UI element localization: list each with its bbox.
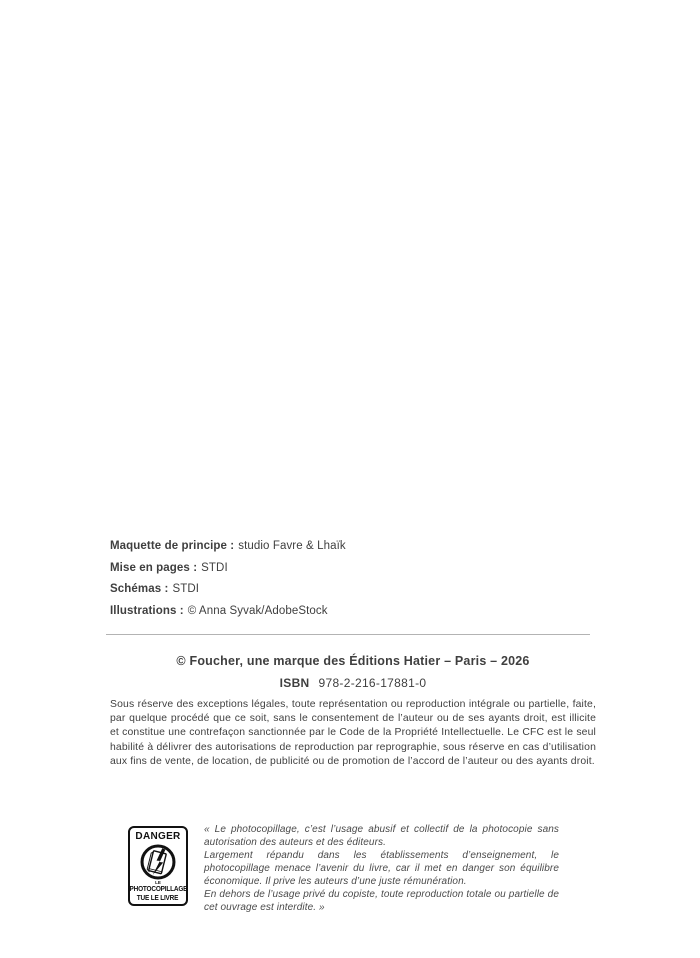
credit-mise-en-pages <box>110 563 346 575</box>
publisher-line: © Foucher, une marque des Éditions Hatier – Paris – 2026 <box>176 654 530 668</box>
danger-logo-le: LE <box>155 880 161 885</box>
credit-label: Maquette de principe : <box>110 540 235 552</box>
credit-illustrations <box>110 606 346 618</box>
isbn-line <box>110 676 596 690</box>
quote-paragraph-3: En dehors de l’usage privé du copiste, toute reproduction totale ou partielle de cet ouvrage est interdite. » <box>204 889 559 913</box>
danger-logo-word1: PHOTOCOPILLAGE <box>129 886 187 893</box>
isbn-label: ISBN <box>279 676 310 690</box>
danger-logo-title: DANGER <box>135 831 181 842</box>
credit-value: © Anna Syvak/AdobeStock <box>187 604 328 617</box>
credit-maquette <box>110 541 346 553</box>
photocopying-quote <box>204 823 559 914</box>
danger-logo <box>128 826 188 906</box>
credit-label: Schémas : <box>110 583 169 595</box>
photocopillage-book-lightning-icon <box>139 843 177 881</box>
danger-logo-word2: TUE LE LIVRE <box>137 894 179 902</box>
credit-schemas <box>110 584 346 596</box>
section-divider <box>106 634 590 635</box>
credit-value: STDI <box>201 561 228 574</box>
publisher-block <box>110 654 596 690</box>
credit-value: studio Favre & Lhaïk <box>238 540 346 552</box>
credit-label: Mise en pages : <box>110 561 198 574</box>
credit-label: Illustrations : <box>110 604 184 617</box>
quote-paragraph-2: Largement répandu dans les établissements d’enseignement, le photocopillage menace l’avenir du livre, car il met en danger son équilibre économique. Il prive les auteurs d’une juste rémunération. <box>204 850 559 887</box>
quote-paragraph-1: « Le photocopillage, c’est l’usage abusif et collectif de la photocopie sans autorisation des auteurs et des éditeurs. <box>204 824 559 848</box>
credits-block <box>110 541 346 627</box>
credit-value: STDI <box>172 583 200 595</box>
isbn-value: 978-2-216-17881-0 <box>318 676 427 690</box>
legal-paragraph: Sous réserve des exceptions légales, toute représentation ou reproduction intégrale ou partielle, faite, par quelque procédé que ce soit, sans le consentement de l’auteur ou de ses ayants droit, est illicite et constitue une contrefaçon sanctionnée par le Code de la Propriété Intellectuelle. Le CFC est le seul habilité à délivrer des autorisations de reproduction par reprographie, sous réserve en cas d’utilisation aux fins de vente, de location, de publicité ou de promotion de l’accord de l’auteur ou des ayants droit. <box>110 699 596 767</box>
